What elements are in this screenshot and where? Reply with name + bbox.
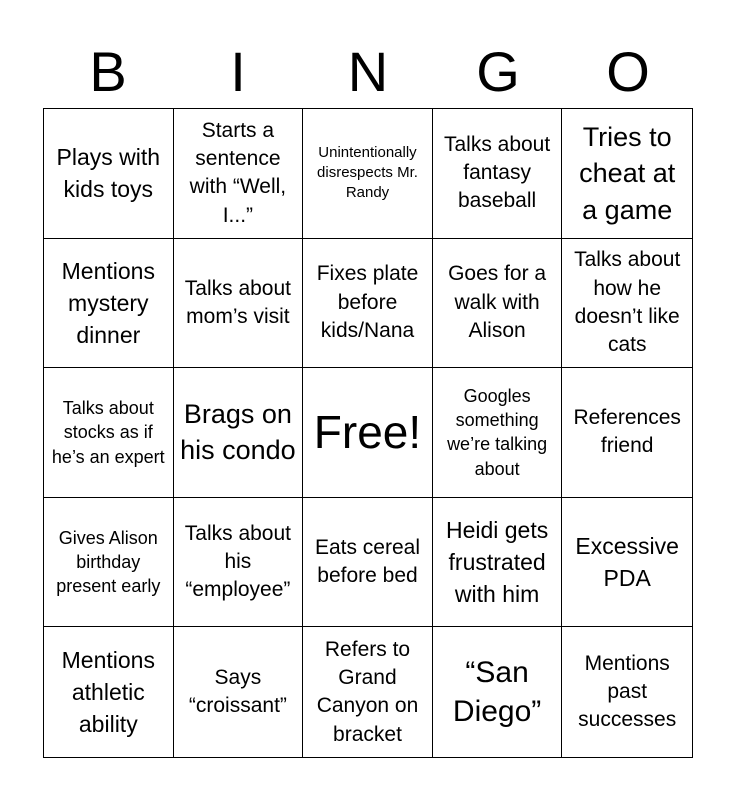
bingo-board [43,108,693,758]
bingo-cell[interactable] [174,368,304,498]
bingo-cell[interactable] [303,239,433,369]
cell-text: Eats cereal before bed [314,535,421,588]
bingo-cell[interactable] [174,627,304,757]
cell-text: Excessive PDA [575,532,679,592]
bingo-cell[interactable] [433,239,563,369]
bingo-cell[interactable] [562,498,692,628]
bingo-cell[interactable] [303,109,433,239]
header-letter-n: N [347,40,389,103]
bingo-cell[interactable] [44,498,174,628]
bingo-cell[interactable] [174,498,304,628]
bingo-cell[interactable] [562,239,692,369]
bingo-cell[interactable] [562,109,692,239]
bingo-cell[interactable] [433,109,563,239]
free-space-text: Free! [313,406,422,459]
bingo-cell[interactable] [174,239,304,369]
cell-text: Googles something we’re talking about [447,385,548,479]
cell-text: Mentions mystery dinner [61,257,155,348]
cell-text: Goes for a walk with Alison [448,262,547,343]
bingo-cell[interactable] [433,627,563,757]
bingo-cell-free[interactable] [303,368,433,498]
header-letter-o: O [606,40,650,103]
cell-text: Says “croissant” [188,665,287,718]
cell-text: “San Diego” [452,656,542,729]
cell-text: Mentions past successes [578,651,677,732]
bingo-cell[interactable] [44,368,174,498]
cell-text: Heidi gets frustrated with him [445,516,549,608]
cell-text: Tries to cheat at a game [579,121,676,225]
bingo-cell[interactable] [44,109,174,239]
bingo-cell[interactable] [562,627,692,757]
cell-text: Unintentionally disrespects Mr. Randy [317,143,418,202]
cell-text: Plays with kids toys [56,144,161,203]
cell-text: Refers to Grand Canyon on bracket [316,637,419,746]
cell-text: Starts a sentence with “Well, I...” [189,118,287,227]
header-letter-b: B [89,40,127,103]
cell-text: Talks about fantasy baseball [443,132,551,213]
bingo-header [43,40,693,104]
cell-text: Talks about mom’s visit [184,276,291,328]
bingo-cell[interactable] [44,239,174,369]
bingo-cell[interactable] [303,498,433,628]
cell-text: Talks about how he doesn’t like cats [574,248,681,357]
header-letter-i: I [230,40,246,103]
bingo-cell[interactable] [562,368,692,498]
bingo-cell[interactable] [433,498,563,628]
header-letter-g: G [476,40,520,103]
cell-text: Mentions athletic ability [61,646,155,738]
bingo-cell[interactable] [433,368,563,498]
bingo-cell[interactable] [303,627,433,757]
cell-text: Talks about stocks as if he’s an expert [51,398,165,467]
cell-text: Brags on his condo [180,399,296,466]
cell-text: Fixes plate before kids/Nana [316,262,419,343]
cell-text: Gives Alison birthday present early [56,527,161,597]
cell-text: Talks about his “employee” [184,521,291,602]
bingo-cell[interactable] [44,627,174,757]
cell-text: References friend [573,406,681,458]
bingo-cell[interactable] [174,109,304,239]
